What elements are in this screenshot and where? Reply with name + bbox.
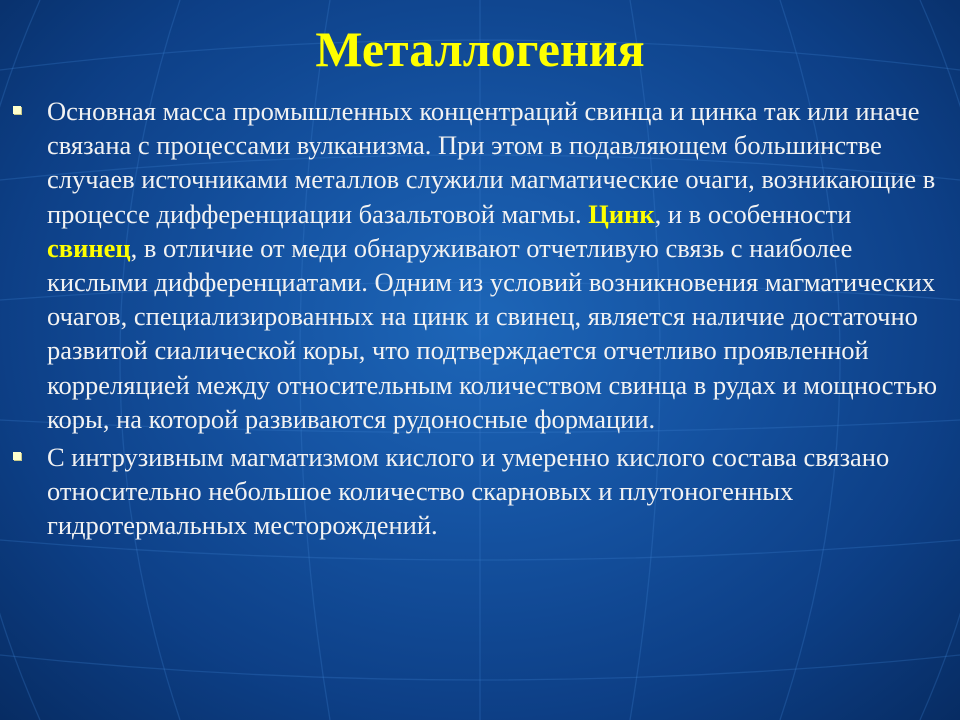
highlight-lead: свинец — [47, 232, 131, 263]
bullet-square-icon — [13, 106, 21, 114]
bullet-text: , и в особенности — [654, 198, 852, 229]
bullet-text: Основная масса промышленных концентраций свинца и цинка так или иначе связана с процессами вулканизма. При этом в подавляющем большинстве случаев источниками металлов служили магматические очаги, возникающие в процессе дифференциации базальтовой магмы. — [47, 96, 936, 229]
bullet-square-icon — [13, 452, 21, 460]
slide-title: Металлогения — [315, 21, 645, 77]
bullet-text: , в отличие от меди обнаруживают отчетливую связь с наиболее кислыми дифференциатами. Одним из условий возникновения магматических очагов, специализированных на цинк и свинец, является наличие достаточно развитой сиалической коры, что подтверждается отчетливо проявленной корреляцией между относительным количеством свинца в рудах и мощностью коры, на которой развиваются рудоносные формации. — [47, 232, 938, 434]
bullet-item — [10, 94, 940, 436]
highlight-zinc: Цинк — [588, 198, 655, 229]
grid-latitude-line — [0, 655, 960, 680]
bullet-text: С интрузивным магматизмом кислого и умеренно кислого состава связано относительно небольшое количество скарновых и плутоногенных гидротермальных месторождений. — [47, 442, 890, 541]
slide-body — [10, 94, 940, 547]
bullet-item — [10, 440, 940, 543]
